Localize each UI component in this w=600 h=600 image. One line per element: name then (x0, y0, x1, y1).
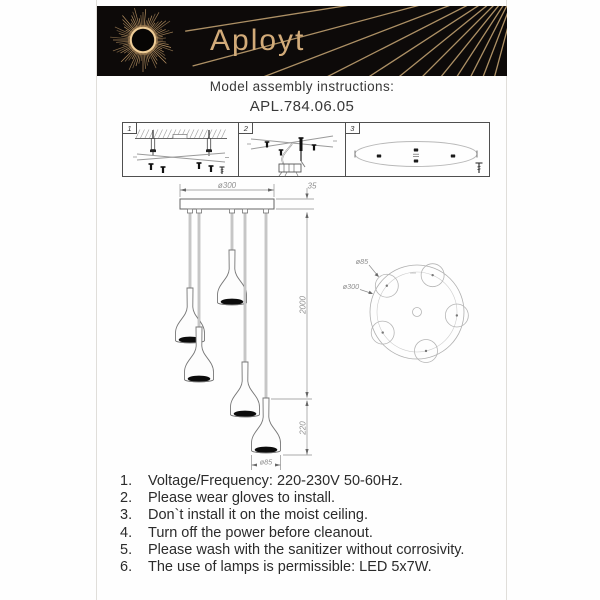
step3-drawing (346, 123, 489, 178)
item-number: 1. (120, 473, 133, 489)
item-text: Please wear gloves to install. (148, 490, 335, 507)
list-item (120, 525, 502, 542)
title-block (97, 79, 507, 115)
item-text: Turn off the power before cleanout. (148, 524, 373, 541)
canopy-side-view (180, 199, 274, 209)
item-text: The use of lamps is permissible: LED 5x7W. (148, 559, 432, 576)
step-number-badge: 2 (239, 123, 253, 134)
canopy-diameter-label: ø300 (217, 181, 237, 190)
step-panel-2 (238, 123, 344, 176)
step-panel-1 (123, 123, 238, 176)
item-number: 4. (120, 524, 133, 541)
item-number: 6. (120, 559, 133, 576)
step1-drawing (123, 123, 239, 178)
list-item (120, 507, 502, 524)
brand-banner (97, 6, 507, 76)
dim-lamp-height (283, 401, 312, 455)
item-text: Don`t install it on the moist ceiling. (148, 507, 369, 524)
item-number: 5. (120, 541, 133, 558)
dim-canopy-thickness (276, 188, 314, 209)
instruction-list (120, 473, 502, 576)
lamps-layer (176, 209, 281, 453)
cord-length-label: 2000 (298, 296, 308, 314)
list-item (120, 559, 502, 576)
assembly-steps-row (122, 122, 490, 177)
list-item (120, 473, 502, 490)
canopy-thickness-label: 35 (307, 181, 317, 191)
list-item (120, 490, 502, 507)
topview-canopy-diameter-label: ø300 (342, 282, 360, 291)
list-item (120, 542, 502, 559)
lamp-height-label: 220 (298, 421, 308, 435)
page-title: Model assembly instructions: (209, 79, 395, 94)
item-number: 3. (120, 507, 133, 524)
step-number-badge: 3 (346, 123, 360, 134)
model-number: APL.784.06.05 (249, 98, 355, 115)
step-panel-3 (345, 123, 489, 176)
step2-drawing (239, 123, 344, 178)
topview-lamp-diameter-label: ø85 (355, 257, 369, 266)
canopy-top-view (343, 257, 469, 362)
lamp-diameter-label: ø85 (259, 457, 273, 467)
item-text: Voltage/Frequency: 220-230V 50-60Hz. (148, 473, 403, 489)
step-number-badge: 1 (123, 123, 137, 134)
brand-wordmark: Aployt (210, 24, 306, 57)
item-number: 2. (120, 490, 133, 507)
item-text: Please wash with the sanitizer without corrosivity. (148, 541, 465, 558)
pendant-lamp-drawing (90, 180, 510, 475)
